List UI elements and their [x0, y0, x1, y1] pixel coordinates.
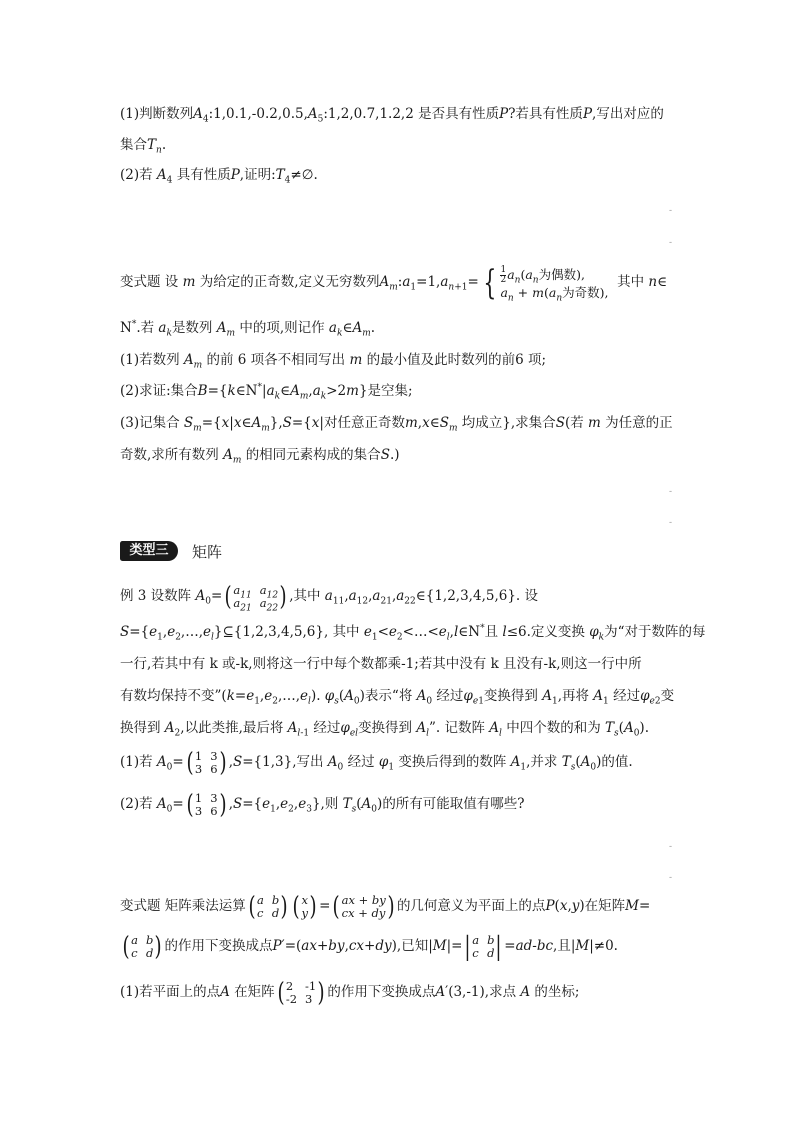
matrix-1336-b: ( 1 3 3 6 ) [186, 789, 227, 820]
matrix-abcd-2: ( a b c d ) [122, 931, 163, 962]
matrix-abcd: ( a b c d ) [248, 891, 288, 922]
variant2-line2: ( a b c d ) 的作用下变换成点P′=(ax+by,cx+dy),已知|M|= | a b c d | =ad-bc,且|M|≠0. [122, 931, 618, 962]
section-badge: 类型三 [120, 541, 178, 561]
variant2-q1: (1)若平面上的点A 在矩阵 ( 2 -1 -2 3 ) 的作用下变换成点A′(3,-1),求点 A 的坐标; [120, 977, 580, 1008]
example3-line1: 例 3 设数阵 $A_0=$ ( $a_{11}$ $a_{12}$ $a_{21}$ $a_{22}$ ) ,其中 $a_{11},a_{12},a_{21},a_{22}\in\{1,2,3,4,5,6\}$. 设 [120, 581, 539, 613]
example3-line5: 换得到 $A_2$,以此类推,最后将 $A_{l-1}$ 经过$\varphi_{el}$变换得到 $A_l$”. 记数阵 $A_l$ 中四个数的和为 $T_s(A_0)$. [120, 720, 649, 739]
example3-line3: 一行,若其中有 k 或-k,则将这一行中每个数都乘-1;若其中没有 k 且没有-k,则这一行中所 [120, 656, 642, 672]
example3-q2: (2)若 $A_0=$ ( 1 3 3 6 ) $,S=\{e_1,e_2,e_3\}$,则 $T_s(A_0)$的所有可能取值有哪些? [120, 789, 525, 820]
p1-question-1-cont: 集合$T_n$. [120, 137, 167, 156]
vector-result: ( ax + by cx + dy ) [332, 891, 395, 922]
matrix-2-1-23: ( 2 -1 -2 3 ) [277, 977, 325, 1008]
variant1-q3-cont: 奇数,求所有数列 $A_m$ 的相同元素构成的集合S.) [120, 447, 400, 466]
p1-question-2: (2)若 $A_4$ 具有性质P,证明$:T_4\ne\emptyset$. [120, 167, 318, 186]
piecewise-brace: { $\frac{1}{2}$ $a_n(a_n$为偶数), $a_n + m(a_n$为奇数), [483, 262, 609, 303]
variant1-line2: N*.若 $a_k$是数列 $A_m$ 中的项,则记作 $a_k\in A_m$. [120, 319, 376, 339]
p1-question-1: (1)判断数列$A_4:1,0.1,-0.2,0.5,A_5:1,2,0.7,1.2,2$ 是否具有性质P?若具有性质P,写出对应的 [120, 106, 664, 125]
example3-line2: $S=\{e_1,e_2,\dots,e_l\}⊆\{1,2,3,4,5,6\}$, 其中 $e_1<e_2<\dots<e_l,l\in N^*$且 l≤6.定义变换 $\varphi_k$为“对于数阵的每 [120, 623, 706, 643]
variant1-q3: (3)记集合 $S_m=\{x|x\in A_m\},S=\{x|$对任意正奇数$m,x\in S_m$ 均成立},求集合S(若 m 为任意的正 [120, 415, 673, 434]
variant2-line1: 变式题 矩阵乘法运算 ( a b c d ) ( x y ) = ( ax + by cx + dy ) 的几何意义为平面上的点P(x,y)在矩阵M= [120, 891, 651, 922]
variant1-q1: (1)若数列 $A_m$ 的前 6 项各不相同写出 m 的最小值及此时数列的前6 项; [120, 352, 547, 371]
variant1-q2: (2)求证:集合$B=\{k\in N^*|a_k\in A_m,a_k>2m\}$是空集; [120, 382, 413, 402]
example3-q1: (1)若 $A_0=$ ( 1 3 3 6 ) ,S={1,3},写出 $A_0$ 经过 $\varphi_1$ 变换后得到的数阵 $A_1$,并求 $T_s(A_0)$的值. [120, 747, 633, 778]
example3-line4: 有数均保持不变$”(k=e_1,e_2,\dots,e_l)$. $\varphi_s(A_0)$表示“将 $A_0$ 经过$\varphi_{e1}$变换得到 $A_1$,再将 $A_1$ 经过$\varphi_{e2}$变 [120, 688, 675, 707]
matrix-a0: ( $a_{11}$ $a_{12}$ $a_{21}$ $a_{22}$ ) [224, 581, 287, 613]
vector-xy: ( x y ) [292, 891, 317, 922]
section-title: 矩阵 [192, 543, 223, 561]
variant1-line1: 变式题 设 m 为给定的正奇数,定义无穷数列$A_m:a_1=1,a_{n+1}=$ { $\frac{1}{2}$ $a_n(a_n$为偶数), $a_n + m(a_n$为奇数), 其中 n∈ [120, 262, 668, 303]
determinant-abcd: | a b c d | [464, 931, 502, 962]
document-page: (1)判断数列$A_4:1,0.1,-0.2,0.5,A_5:1,2,0.7,1.2,2$ 是否具有性质P?若具有性质P,写出对应的 集合$T_n$. (2)若 $A_4$ 具有性质P,证明$:T_4\ne\emptyset$. - - 变式题 设 m 为给定的正奇数,定义无穷数列$A_m:a_1=1,a_{n+1}=$ { $\frac{1}{2}$ $a_n(a_n$为偶数), $a_n + m(a_n$为奇数), 其中 n∈ N*.若 $a_k$是数列 $A_m$ 中的项,则记作 $a_k\in A_m$. (1)若数列 $A_m$ 的前 6 项各不相同写出 m 的最小值及此时数列的前6 项; (2)求证:集合$B=\{k\in N^*|a_k\in A_m,a_k>2m\}$是空集; (3)记集合 $S_m=\{x|x\in A_m\},S=\{x|$对任意正奇数$m,x\in S_m$ 均成立},求集合S(若 m 为任意的正 奇数,求所有数列 $A_m$ 的相同元素构成的集合S.) - - 类型三 矩阵 例 3 设数阵 $A_0=$ ( $a_{11}$ $a_{12}$ $a_{21}$ $a_{22}$ ) ,其中 $a_{11},a_{12},a_{21},a_{22}\in\{1,2,3,4,5,6\}$. 设 $S=\{e_1,e_2,\dots,e_l\}⊆\{1,2,3,4,5,6\}$, 其中 $e_1<e_2<\dots<e_l,l\in N^*$且 l≤6.定义变换 $\varphi_k$为“对于数阵的每 一行,若其中有 k 或-k,则将这一行中每个数都乘-1;若其中没有 k 且没有-k,则这一行中所 有数均保持不变$”(k=e_1,e_2,\dots,e_l)$. $\varphi_s(A_0)$表示“将 $A_0$ 经过$\varphi_{e1}$变换得到 $A_1$,再将 $A_1$ 经过$\varphi_{e2}$变 换得到 $A_2$,以此类推,最后将 $A_{l-1}$ 经过$\varphi_{el}$变换得到 $A_l$”. 记数阵 $A_l$ 中四个数的和为 $T_s(A_0)$. (1)若 $A_0=$ ( 1 3 3 6 ) ,S={1,3},写出 $A_0$ 经过 $\varphi_1$ 变换后得到的数阵 $A_1$,并求 $T_s(A_0)$的值. (2)若 $A_0=$ ( 1 3 3 6 ) $,S=\{e_1,e_2,e_3\}$,则 $T_s(A_0)$的所有可能取值有哪些? - - 变式题 矩阵乘法运算 ( a b c d ) ( x y ) = ( ax + by cx + dy ) 的几何意义为平面上的点P(x,y)在矩阵M= ( a b c d ) 的作用下变换成点P′=(ax+by,cx+dy),已知|M|= | a b c d | =ad-bc,且|M|≠0. (1)若平面上的点A 在矩阵 ( 2 -1 -2 3 ) 的作用下变换成点A′(3,-1),求点 A 的坐标; [120, 106, 706, 1008]
matrix-1336-a: ( 1 3 3 6 ) [186, 747, 227, 778]
